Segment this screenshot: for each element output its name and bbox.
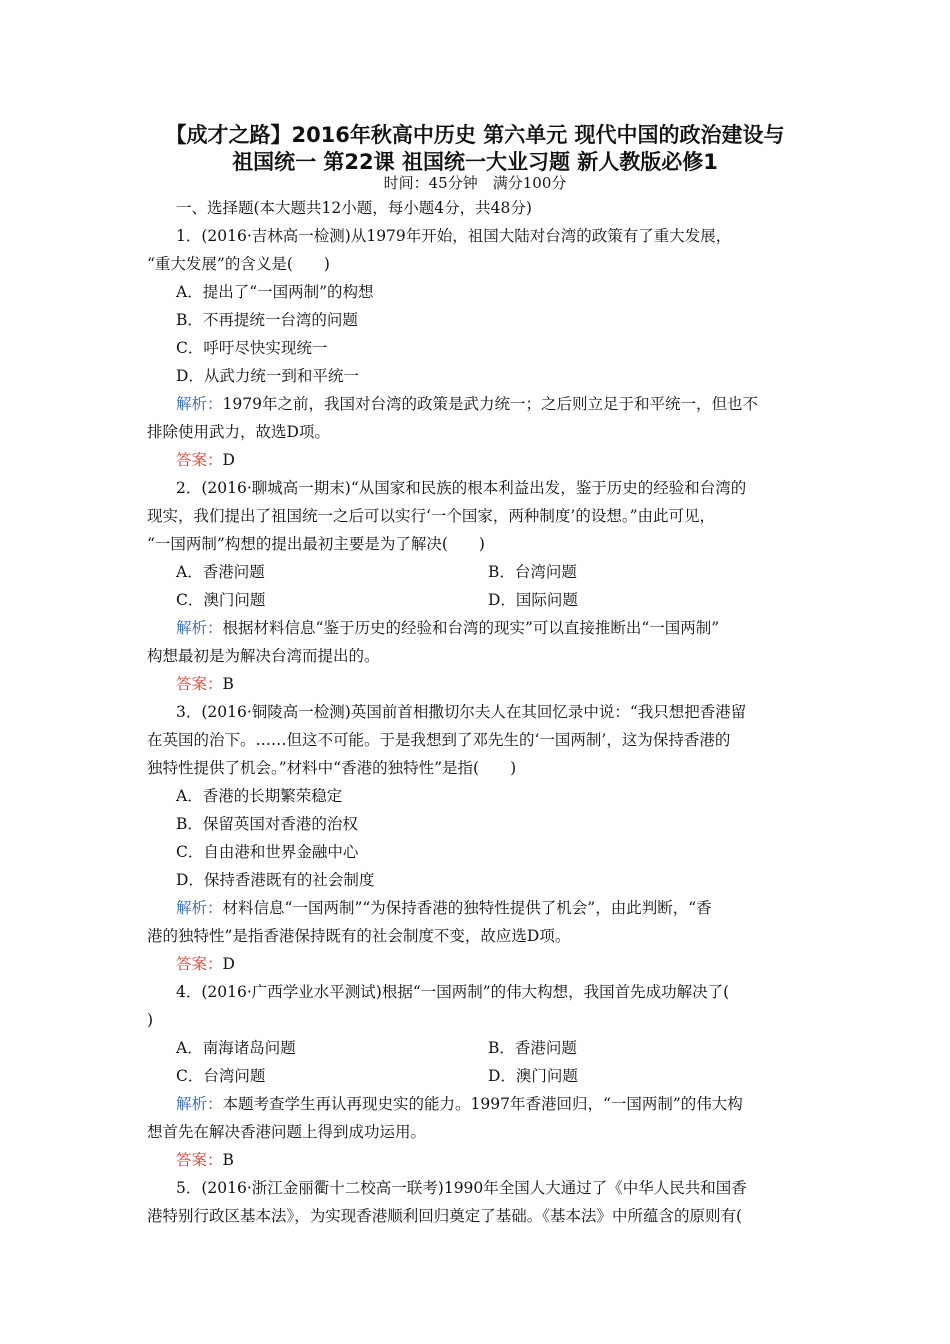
analysis-label: 解析： — [176, 1095, 223, 1113]
q3-analysis-2: 港的独特性”是指香港保持既有的社会制度不变，故应选D项。 — [147, 927, 571, 945]
q2-option-a: A．香港问题 — [176, 563, 265, 581]
q3-analysis-text: 材料信息“一国两制”“为保持香港的独特性提供了机会”，由此判断，“香 — [222, 899, 712, 917]
q5-stem-1: 5．(2016·浙江金丽衢十二校高一联考)1990年全国人大通过了《中华人民共和国香 — [176, 1179, 747, 1197]
answer-label: 答案： — [176, 675, 223, 693]
section-heading: 一、选择题(本大题共12小题，每小题4分，共48分) — [176, 199, 532, 217]
q3-option-b: B．保留英国对香港的治权 — [176, 815, 358, 833]
q1-stem-1: 1．(2016·吉林高一检测)从1979年开始，祖国大陆对台湾的政策有了重大发展， — [176, 227, 732, 245]
answer-label: 答案： — [176, 955, 223, 973]
q1-stem-2: “重大发展”的含义是( ) — [147, 255, 330, 273]
q2-stem-2: 现实，我们提出了祖国统一之后可以实行‘一个国家，两种制度’的设想。”由此可见， — [147, 507, 716, 525]
q4-option-c: C．台湾问题 — [176, 1067, 266, 1085]
q3-option-c: C．自由港和世界金融中心 — [176, 843, 359, 861]
q4-analysis-text: 本题考查学生再认再现史实的能力。1997年香港回归，“一国两制”的伟大构 — [222, 1095, 743, 1113]
q4-answer — [176, 1150, 838, 1170]
q3-option-d: D．保持香港既有的社会制度 — [176, 871, 375, 889]
q3-answer-value: D — [222, 955, 235, 973]
analysis-label: 解析： — [176, 899, 223, 917]
q2-option-d: D．国际问题 — [488, 591, 578, 609]
title-line-1: 【成才之路】2016年秋高中历史 第六单元 现代中国的政治建设与 — [165, 123, 785, 147]
q3-stem-2: 在英国的治下。……但这不可能。于是我想到了邓先生的‘一国两制’，这为保持香港的 — [147, 731, 731, 749]
q2-analysis-2: 构想最初是为解决台湾而提出的。 — [147, 647, 380, 665]
q4-stem-2: ) — [147, 1011, 154, 1029]
q2-stem-3: “一国两制”构想的提出最初主要是为了解决( ) — [147, 535, 485, 553]
q3-stem-3: 独特性提供了机会。”材料中“香港的独特性”是指( ) — [147, 759, 517, 777]
q1-answer-value: D — [222, 451, 235, 469]
time-score-info: 时间：45分钟 满分100分 — [383, 174, 567, 192]
analysis-label: 解析： — [176, 619, 223, 637]
q4-option-a: A．南海诸岛问题 — [176, 1039, 296, 1057]
title-line-2: 祖国统一 第22课 祖国统一大业习题 新人教版必修1 — [232, 150, 718, 174]
q4-analysis-1 — [176, 1094, 838, 1114]
q1-answer — [176, 450, 838, 470]
q3-answer — [176, 954, 838, 974]
q3-analysis-1 — [176, 898, 838, 918]
q3-option-a: A．香港的长期繁荣稳定 — [176, 787, 343, 805]
q3-stem-1: 3．(2016·铜陵高一检测)英国前首相撒切尔夫人在其回忆录中说：“我只想把香港留 — [176, 703, 747, 721]
q1-option-d: D．从武力统一到和平统一 — [176, 367, 359, 385]
q2-answer — [176, 674, 838, 694]
q2-stem-1: 2．(2016·聊城高一期末)“从国家和民族的根本利益出发，鉴于历史的经验和台湾的 — [176, 479, 747, 497]
q4-stem-1: 4．(2016·广西学业水平测试)根据“一国两制”的伟大构想，我国首先成功解决了( — [176, 983, 730, 1001]
q4-option-b: B．香港问题 — [488, 1039, 577, 1057]
q5-stem-2: 港特别行政区基本法》，为实现香港顺利回归奠定了基础。《基本法》中所蕴含的原则有( — [147, 1207, 743, 1225]
q4-analysis-2: 想首先在解决香港问题上得到成功运用。 — [147, 1123, 427, 1141]
q2-analysis-text: 根据材料信息“鉴于历史的经验和台湾的现实”可以直接推断出“一国两制” — [222, 619, 720, 637]
q2-analysis-1 — [176, 618, 838, 638]
answer-label: 答案： — [176, 1151, 223, 1169]
q1-option-a: A．提出了“一国两制”的构想 — [176, 283, 374, 301]
q2-answer-value: B — [222, 675, 234, 693]
q1-analysis-1 — [176, 394, 838, 414]
answer-label: 答案： — [176, 451, 223, 469]
q1-analysis-2: 排除使用武力，故选D项。 — [147, 423, 330, 441]
q1-analysis-text: 1979年之前，我国对台湾的政策是武力统一；之后则立足于和平统一，但也不 — [222, 395, 758, 413]
q4-option-d: D．澳门问题 — [488, 1067, 578, 1085]
q2-option-b: B．台湾问题 — [488, 563, 577, 581]
q2-option-c: C．澳门问题 — [176, 591, 266, 609]
q4-answer-value: B — [222, 1151, 234, 1169]
document-title — [130, 122, 820, 176]
analysis-label: 解析： — [176, 395, 223, 413]
q1-option-b: B．不再提统一台湾的问题 — [176, 311, 358, 329]
q1-option-c: C．呼吁尽快实现统一 — [176, 339, 328, 357]
